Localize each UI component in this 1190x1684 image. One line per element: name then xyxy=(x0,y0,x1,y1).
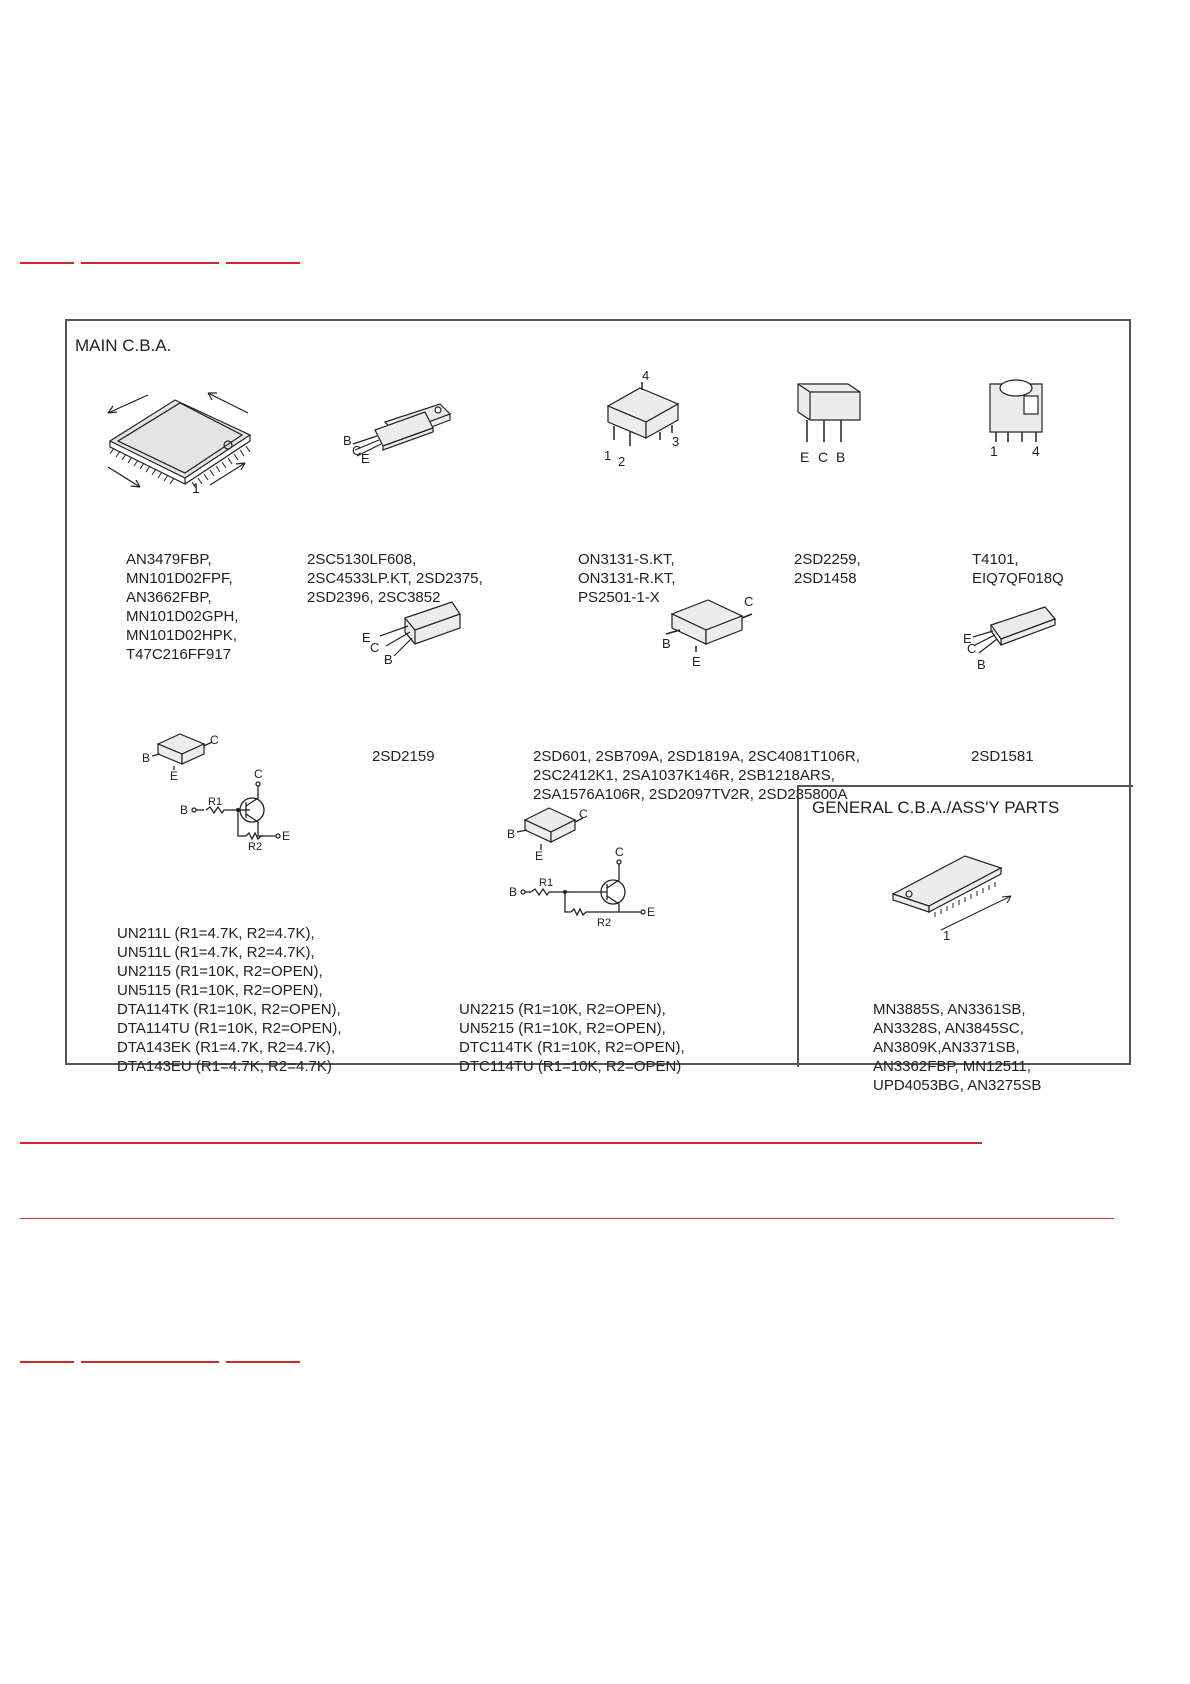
general-part-list: MN3885S, AN3361SB, AN3328S, AN3845SC, AN3809K,AN3371SB, AN3362FBP, MN12511, UPD4053BG, AN3275SB xyxy=(873,1001,1042,1094)
svg-text:B: B xyxy=(836,449,846,465)
page-link-1[interactable] xyxy=(20,1142,982,1144)
to220-drawing xyxy=(335,400,455,480)
nav-link-prev[interactable] xyxy=(20,262,74,264)
to126-part-list: 2SD1581 xyxy=(971,748,1034,765)
svg-text:3: 3 xyxy=(672,434,680,449)
svg-text:E: E xyxy=(963,631,972,646)
main-section-title: MAIN C.B.A. xyxy=(75,336,172,355)
svg-text:C: C xyxy=(254,767,263,781)
svg-text:B: B xyxy=(142,751,151,765)
svg-text:E: E xyxy=(800,449,810,465)
svg-text:C: C xyxy=(370,640,380,655)
svg-text:R1: R1 xyxy=(208,796,223,808)
nav-link-contents[interactable] xyxy=(81,262,219,264)
svg-text:C: C xyxy=(967,641,977,656)
svg-text:C: C xyxy=(210,733,219,747)
svg-text:C: C xyxy=(352,443,362,458)
digital-b-part-list: UN2215 (R1=10K, R2=OPEN), UN5215 (R1=10K, R2=OPEN), DTC114TK (R1=10K, R2=OPEN), DTC114TU (R1=10K, R2=OPEN) xyxy=(459,1001,685,1075)
digital-transistor-a-drawing xyxy=(140,728,310,853)
qfp-part-list: AN3479FBP, MN101D02FPF, AN3662FBP, MN101D02GPH, MN101D02HPK, T47C216FF917 xyxy=(126,551,239,663)
svg-text:R2: R2 xyxy=(248,841,263,853)
svg-text:B: B xyxy=(977,657,986,672)
vertical-part-list: 2SD2259, 2SD1458 xyxy=(794,551,861,587)
svg-text:B: B xyxy=(662,636,671,651)
svg-text:C: C xyxy=(744,594,754,609)
svg-text:E: E xyxy=(535,849,544,863)
svg-text:E: E xyxy=(170,769,179,783)
page-link-2[interactable] xyxy=(20,1218,1114,1219)
svg-text:C: C xyxy=(579,807,588,821)
svg-text:4: 4 xyxy=(642,368,650,383)
svg-text:B: B xyxy=(384,652,393,667)
nav-link-prev-bottom[interactable] xyxy=(20,1361,74,1363)
svg-text:E: E xyxy=(361,451,370,466)
svg-text:1: 1 xyxy=(990,443,998,459)
svg-text:B: B xyxy=(509,885,518,899)
svg-text:R1: R1 xyxy=(539,877,554,889)
nav-link-next[interactable] xyxy=(226,262,300,264)
photocoupler-drawing xyxy=(600,370,690,480)
nav-link-contents-bottom[interactable] xyxy=(81,1361,219,1363)
svg-text:E: E xyxy=(647,905,656,919)
svg-text:4: 4 xyxy=(1032,443,1040,459)
nav-link-next-bottom[interactable] xyxy=(226,1361,300,1363)
svg-text:E: E xyxy=(282,829,291,843)
svg-text:E: E xyxy=(692,654,701,669)
sop-chip-drawing xyxy=(885,850,1015,943)
svg-text:E: E xyxy=(362,630,371,645)
svg-text:B: B xyxy=(507,827,516,841)
qfp-chip-drawing xyxy=(100,385,260,495)
sop-pin-label: 1 xyxy=(943,928,951,943)
svg-text:1: 1 xyxy=(604,448,612,463)
coil-part-list: T4101, EIQ7QF018Q xyxy=(972,551,1064,587)
svg-text:R2: R2 xyxy=(597,917,612,929)
coil-drawing xyxy=(980,370,1060,470)
to92-part-list: 2SD2159 xyxy=(372,748,435,765)
svg-text:B: B xyxy=(180,803,189,817)
to126-drawing xyxy=(955,605,1065,680)
svg-text:2: 2 xyxy=(618,454,626,469)
to220-part-list: 2SC5130LF608, 2SC4533LP.KT, 2SD2375, 2SD2396, 2SC3852 xyxy=(307,551,483,606)
qfp-pin-label: 1 xyxy=(192,480,200,496)
general-section-title: GENERAL C.B.A./ASS'Y PARTS xyxy=(812,798,1060,817)
photocoupler-part-list: ON3131-S.KT, ON3131-R.KT, PS2501-1-X xyxy=(578,551,676,606)
svg-text:C: C xyxy=(615,845,624,859)
smd-mini-part-list: 2SD601, 2SB709A, 2SD1819A, 2SC4081T106R, 2SC2412K1, 2SA1037K146R, 2SB1218ARS, 2SA1576A106R, 2SD2097TV2R, 2SD235800A xyxy=(533,748,860,803)
svg-text:C: C xyxy=(818,449,829,465)
digital-a-part-list: UN211L (R1=4.7K, R2=4.7K), UN511L (R1=4.7K, R2=4.7K), UN2115 (R1=10K, R2=OPEN), UN5115 (R1=10K, R2=OPEN), DTA114TK (R1=10K, R2=OPEN), DTA114TU (R1=10K, R2=OPEN), DTA143EK (R1=4.7K, R2=4.7K), DTA143EU (R1=4.7K, R2=4.7K) xyxy=(117,925,342,1075)
svg-text:B: B xyxy=(343,433,352,448)
vertical-transistor-drawing xyxy=(790,380,870,480)
